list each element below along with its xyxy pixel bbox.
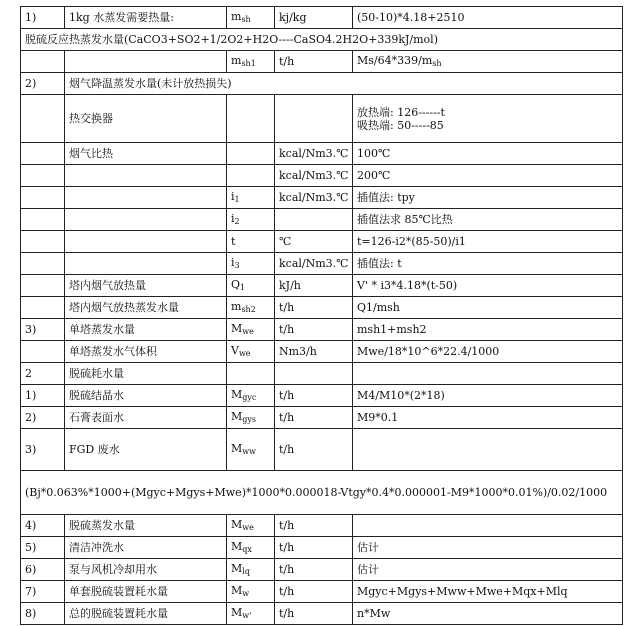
value-cell: 100℃: [353, 143, 623, 165]
value-cell: V' * i3*4.18*(t-50): [353, 275, 623, 297]
symbol-cell: $Q_1$: [227, 275, 275, 297]
row-number: [21, 143, 65, 165]
symbol-cell: t: [227, 231, 275, 253]
table-row: [21, 29, 623, 51]
symbol-subscript: sh: [241, 14, 251, 24]
formula-row-cell: 脱硫反应热蒸发水量(CaCO3+SO2+1/2O2+H2O----CaSO4.2H2O+339kJ/mol): [21, 29, 623, 51]
symbol-cell: $M_w$: [227, 581, 275, 603]
table-row: [21, 581, 623, 603]
unit-cell: t/h: [275, 385, 353, 407]
value-cell: (50-10)*4.18+2510: [353, 7, 623, 29]
item-name: [65, 209, 227, 231]
unit-cell: ℃: [275, 231, 353, 253]
value-cell: $Ms/64*339/m_{sh}$: [353, 51, 623, 73]
symbol-subscript: 1: [240, 282, 246, 292]
unit-cell: t/h: [275, 537, 353, 559]
item-name: [65, 51, 227, 73]
unit-cell: t/h: [275, 559, 353, 581]
item-name: 石膏表面水: [65, 407, 227, 429]
heat-absorb-end: 吸热端: 50-----85: [357, 118, 444, 132]
value-cell: n*Mw: [353, 603, 623, 625]
unit-cell: t/h: [275, 429, 353, 471]
unit-cell: t/h: [275, 603, 353, 625]
symbol-subscript: w: [242, 588, 250, 598]
item-name: 总的脱硫装置耗水量: [65, 603, 227, 625]
value-cell: 插值法: tpy: [353, 187, 623, 209]
table-row: [21, 253, 623, 275]
table-row: [21, 95, 623, 143]
value-cell: 插值法: t: [353, 253, 623, 275]
symbol-subscript: ww: [242, 446, 256, 456]
table-row: [21, 341, 623, 363]
unit-cell: Nm3/h: [275, 341, 353, 363]
item-name: 泵与风机冷却用水: [65, 559, 227, 581]
value-cell: [353, 363, 623, 385]
row-number: [21, 275, 65, 297]
table-row: [21, 73, 623, 95]
symbol-subscript: 3: [234, 260, 240, 270]
symbol-subscript: sh1: [241, 58, 256, 68]
symbol-subscript: we: [242, 522, 254, 532]
symbol-cell: $m_{sh1}$: [227, 51, 275, 73]
unit-cell: kJ/h: [275, 275, 353, 297]
symbol-subscript: sh2: [241, 304, 256, 314]
row-number: [21, 253, 65, 275]
symbol-subscript: 1: [234, 194, 240, 204]
item-name: 脱硫结晶水: [65, 385, 227, 407]
symbol-cell: $M_{gys}$: [227, 407, 275, 429]
row-number: [21, 51, 65, 73]
value-cell: 200℃: [353, 165, 623, 187]
item-name: 塔内烟气放热量: [65, 275, 227, 297]
item-name: 脱硫耗水量: [65, 363, 227, 385]
symbol-subscript: qx: [242, 544, 252, 554]
symbol-cell: $M_{we}$: [227, 515, 275, 537]
unit-cell: kcal/Nm3.℃: [275, 143, 353, 165]
symbol-cell: $i_3$: [227, 253, 275, 275]
row-number: [21, 165, 65, 187]
water-balance-table: [20, 6, 623, 625]
row-number: 3): [21, 319, 65, 341]
item-name: [65, 231, 227, 253]
value-cell: 估计: [353, 537, 623, 559]
symbol-subscript: w': [242, 610, 252, 620]
symbol-cell: $M_{ww}$: [227, 429, 275, 471]
item-name: [65, 253, 227, 275]
unit-cell: kcal/Nm3.℃: [275, 165, 353, 187]
table-row: [21, 143, 623, 165]
row-number: 5): [21, 537, 65, 559]
value-subscript: sh: [432, 58, 442, 68]
value-cell: 估计: [353, 559, 623, 581]
unit-cell: kcal/Nm3.℃: [275, 253, 353, 275]
value-cell: [353, 515, 623, 537]
row-number: 2): [21, 73, 65, 95]
value-cell: t=126-i2*(85-50)/i1: [353, 231, 623, 253]
symbol-subscript: gyc: [242, 392, 257, 402]
calc-sheet: [20, 6, 622, 625]
item-name: 热交换器: [65, 95, 227, 143]
value-cell: M9*0.1: [353, 407, 623, 429]
table-row: [21, 319, 623, 341]
symbol-cell: [227, 363, 275, 385]
symbol-subscript: lq: [242, 566, 250, 576]
table-row: [21, 165, 623, 187]
unit-cell: [275, 209, 353, 231]
row-number: [21, 341, 65, 363]
row-number: 2: [21, 363, 65, 385]
symbol-cell: $M_{gyc}$: [227, 385, 275, 407]
table-row: [21, 537, 623, 559]
row-number: 1): [21, 7, 65, 29]
table-row: [21, 515, 623, 537]
item-name: 塔内烟气放热蒸发水量: [65, 297, 227, 319]
item-name: FGD 废水: [65, 429, 227, 471]
symbol-subscript: gys: [242, 414, 257, 424]
unit-cell: t/h: [275, 319, 353, 341]
symbol-subscript: we: [242, 326, 254, 336]
table-row: [21, 297, 623, 319]
symbol-cell: $m_{sh}$: [227, 7, 275, 29]
symbol-cell: $M_{we}$: [227, 319, 275, 341]
unit-cell: t/h: [275, 515, 353, 537]
table-row: [21, 51, 623, 73]
symbol-cell: $M_{lq}$: [227, 559, 275, 581]
symbol-subscript: we: [238, 348, 251, 358]
symbol-subscript: 2: [234, 216, 240, 226]
table-row: [21, 385, 623, 407]
unit-cell: t/h: [275, 581, 353, 603]
row-number: [21, 95, 65, 143]
symbol-cell: [227, 143, 275, 165]
table-row: [21, 187, 623, 209]
symbol-cell: [227, 165, 275, 187]
table-row: [21, 471, 623, 515]
item-name: 脱硫蒸发水量: [65, 515, 227, 537]
row-number: 7): [21, 581, 65, 603]
table-row: [21, 603, 623, 625]
row-number: 6): [21, 559, 65, 581]
value-cell: Q1/msh: [353, 297, 623, 319]
row-number: [21, 187, 65, 209]
unit-cell: kj/kg: [275, 7, 353, 29]
value-cell: [353, 95, 623, 143]
table-row: [21, 363, 623, 385]
item-name: 1kg 水蒸发需要热量:: [65, 7, 227, 29]
symbol-cell: $M_{w'}$: [227, 603, 275, 625]
row-number: 4): [21, 515, 65, 537]
item-name: 烟气比热: [65, 143, 227, 165]
value-cell: M4/M10*(2*18): [353, 385, 623, 407]
item-name: 烟气降温蒸发水量(未计放热损失): [65, 73, 623, 95]
table-row: [21, 231, 623, 253]
unit-cell: t/h: [275, 297, 353, 319]
item-name: 单塔蒸发水量: [65, 319, 227, 341]
symbol-cell: [227, 95, 275, 143]
table-row: [21, 429, 623, 471]
value-cell: Mgyc+Mgys+Mww+Mwe+Mqx+Mlq: [353, 581, 623, 603]
table-row: [21, 407, 623, 429]
row-number: 2): [21, 407, 65, 429]
row-number: 1): [21, 385, 65, 407]
table-row: [21, 209, 623, 231]
item-name: [65, 187, 227, 209]
table-row: [21, 559, 623, 581]
row-number: [21, 231, 65, 253]
symbol-cell: $i_2$: [227, 209, 275, 231]
value-cell: Mwe/18*10^6*22.4/1000: [353, 341, 623, 363]
table-row: [21, 7, 623, 29]
item-name: [65, 165, 227, 187]
symbol-cell: $m_{sh2}$: [227, 297, 275, 319]
item-name: 单塔蒸发水气体积: [65, 341, 227, 363]
row-number: [21, 297, 65, 319]
row-number: [21, 209, 65, 231]
row-number: 3): [21, 429, 65, 471]
symbol-cell: $V_{we}$: [227, 341, 275, 363]
item-name: 单套脱硫装置耗水量: [65, 581, 227, 603]
unit-cell: [275, 363, 353, 385]
unit-cell: kcal/Nm3.℃: [275, 187, 353, 209]
value-cell: 插值法求 85℃比热: [353, 209, 623, 231]
formula-row-cell: (Bj*0.063%*1000+(Mgyc+Mgys+Mwe)*1000*0.000018-Vtgy*0.4*0.000001-M9*1000*0.01%)/0.02/1000: [21, 471, 623, 515]
value-cell: [353, 429, 623, 471]
row-number: 8): [21, 603, 65, 625]
table-body: [21, 7, 623, 625]
heat-release-end: 放热端: 126------t: [357, 105, 445, 119]
unit-cell: t/h: [275, 51, 353, 73]
item-name: 清洁冲洗水: [65, 537, 227, 559]
table-row: [21, 275, 623, 297]
unit-cell: [275, 95, 353, 143]
value-cell: msh1+msh2: [353, 319, 623, 341]
symbol-cell: $i_1$: [227, 187, 275, 209]
symbol-cell: $M_{qx}$: [227, 537, 275, 559]
unit-cell: t/h: [275, 407, 353, 429]
